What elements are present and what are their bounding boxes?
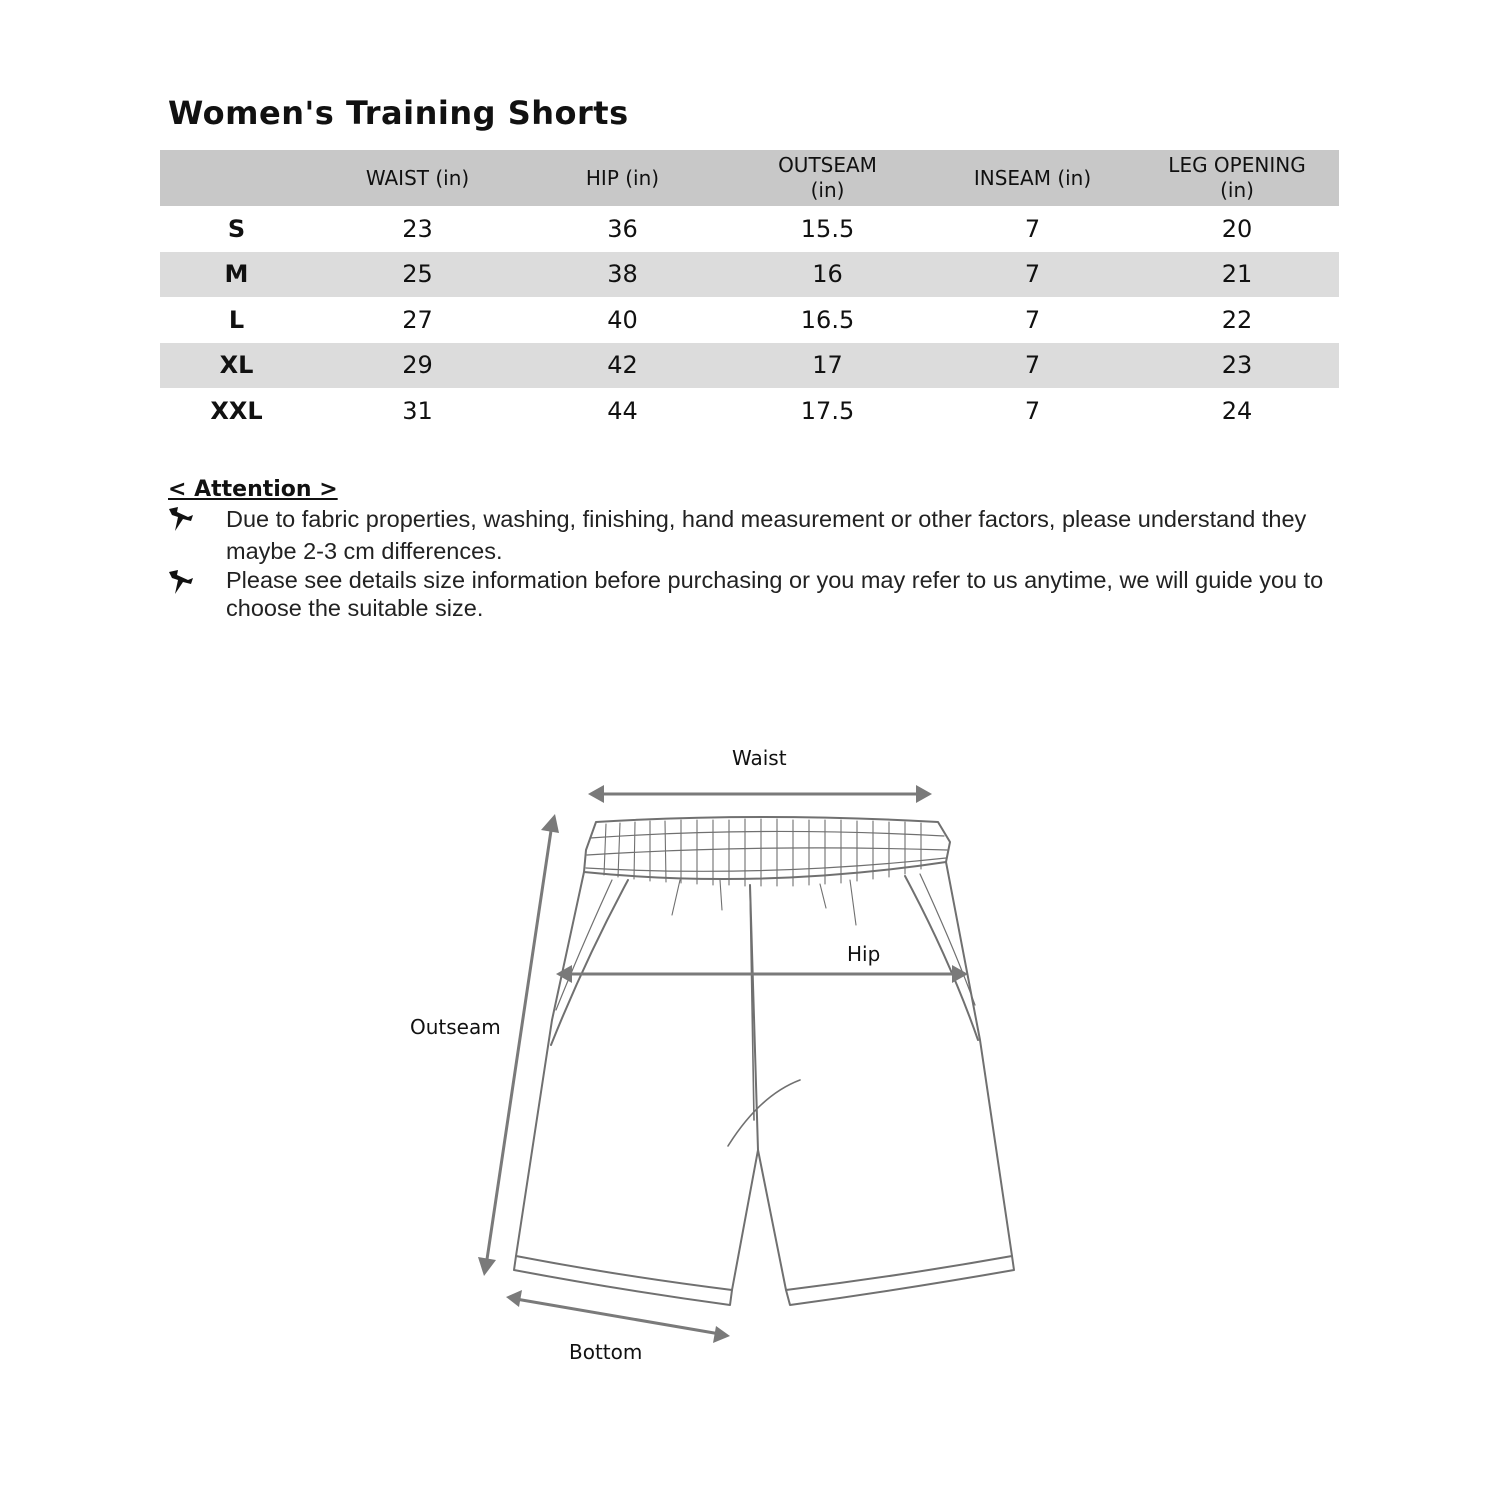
table-cell: 23 [1221, 351, 1253, 380]
table-cell: 25 [402, 260, 433, 289]
left-hem [514, 1256, 732, 1305]
table-cell: 24 [1221, 396, 1253, 425]
attention-note-text: Please see details size information before purchasing or you may refer to us anytime, we will guide you to choose the suitable size. [226, 567, 1324, 621]
waist-label: Waist [732, 746, 787, 770]
table-cell: 7 [1024, 351, 1041, 380]
table-cell: 27 [402, 305, 433, 334]
table-cell: 36 [607, 214, 638, 243]
table-cell: 38 [607, 260, 638, 289]
table-cell: 29 [402, 351, 433, 380]
table-cell: 20 [1221, 214, 1253, 243]
table-cell: 21 [1221, 260, 1253, 289]
right-hem [786, 1256, 1014, 1305]
header-leg-opening: LEG OPENING (in) [1168, 153, 1306, 202]
table-cell: 42 [607, 351, 638, 380]
header-hip: HIP (in) [585, 165, 660, 190]
size-cell: L [228, 305, 245, 334]
table-cell: 7 [1024, 214, 1041, 243]
table-cell: 15.5 [800, 214, 855, 243]
size-cell: XL [219, 351, 254, 380]
bottom-label: Bottom [569, 1340, 643, 1364]
table-cell: 7 [1024, 260, 1041, 289]
page-title: Women's Training Shorts [168, 94, 629, 132]
header-inseam: INSEAM (in) [973, 165, 1092, 190]
table-cell: 22 [1221, 305, 1253, 334]
table-cell: 40 [607, 305, 638, 334]
attention-note-text: Due to fabric properties, washing, finishing, hand measurement or other factors, please understand they maybe 2-3 cm differences. [226, 506, 1307, 564]
right-leg [758, 862, 1012, 1290]
table-cell: 7 [1024, 396, 1041, 425]
size-cell: XXL [210, 396, 263, 425]
size-cell: M [224, 260, 249, 289]
table-cell: 7 [1024, 305, 1041, 334]
table-cell: 16.5 [800, 305, 855, 334]
table-cell: 44 [607, 396, 638, 425]
table-cell: 17 [812, 351, 843, 380]
table-cell: 16 [812, 260, 843, 289]
left-leg [516, 872, 758, 1290]
table-cell: 31 [402, 396, 433, 425]
table-cell: 17.5 [800, 396, 855, 425]
right-pocket [905, 876, 978, 1040]
header-waist: WAIST (in) [365, 165, 470, 190]
header-outseam: OUTSEAM (in) [778, 153, 877, 202]
size-cell: S [227, 214, 246, 243]
left-pocket [551, 880, 628, 1045]
shorts-outline [514, 817, 1014, 1305]
table-cell: 23 [402, 214, 433, 243]
waistband-gathers [604, 819, 921, 886]
outseam-label: Outseam [410, 1015, 501, 1039]
hip-label: Hip [847, 942, 881, 966]
attention-heading: < Attention > [168, 477, 338, 502]
